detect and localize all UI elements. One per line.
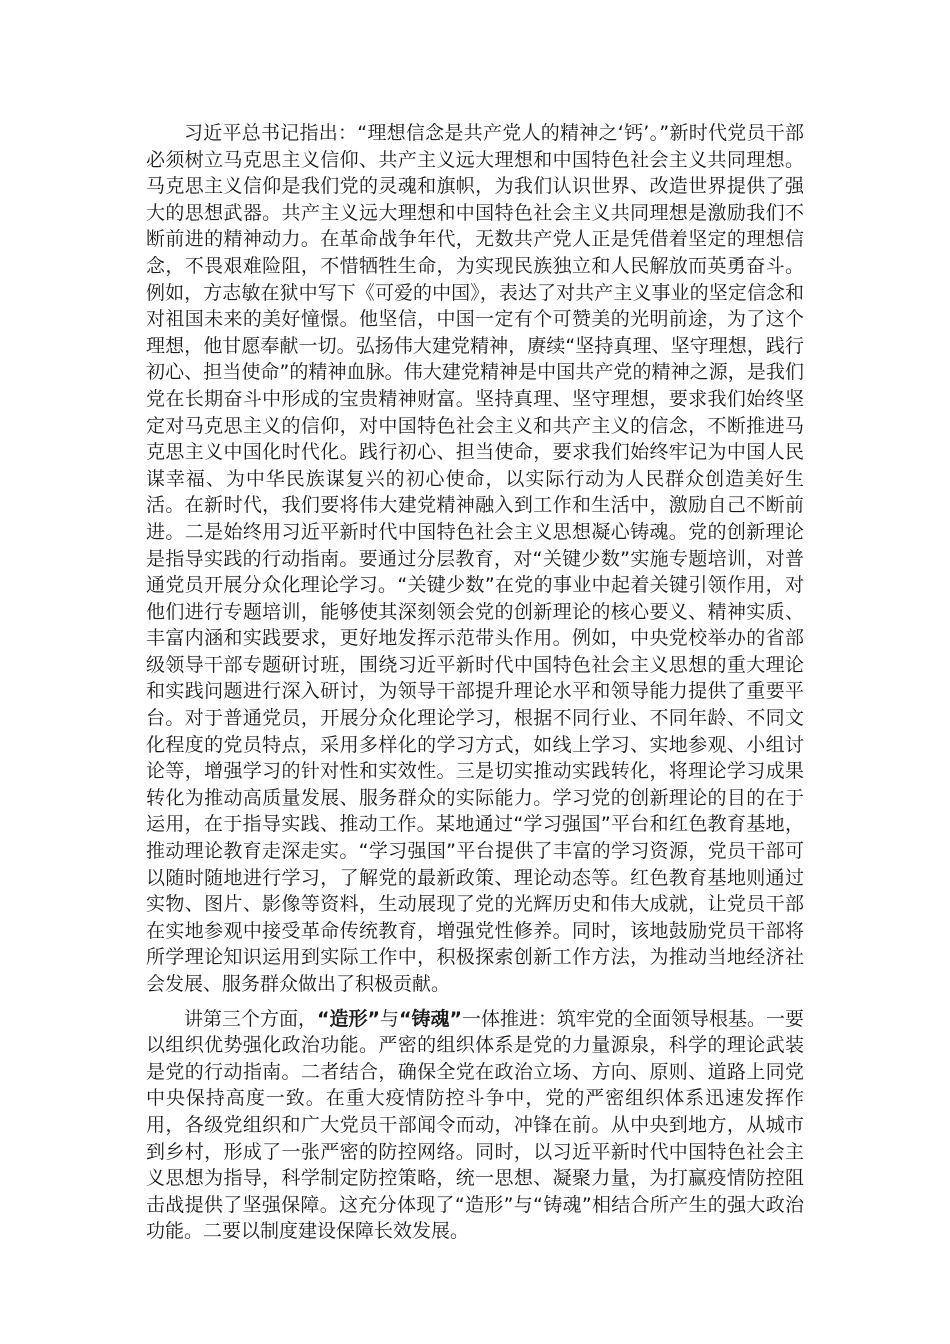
paragraph-2-bold-quote-1: “造形” — [317, 1007, 380, 1030]
paragraph-1 — [146, 120, 804, 998]
paragraph-2-bold-quote-2: “铸魂” — [399, 1007, 462, 1030]
document-page — [146, 120, 804, 1245]
paragraph-2 — [146, 1006, 804, 1245]
paragraph-2-lead: 讲第三个方面， — [184, 1007, 318, 1030]
paragraph-2-connector: 与 — [380, 1007, 400, 1030]
paragraph-2-text: 一体推进：筑牢党的全面领导根基。一要以组织优势强化政治功能。严密的组织体系是党的力量源泉，科学的理论武装是党的行动指南。二者结合，确保全党在政治立场、方向、原则、道路上同党中央保持高度一致。在重大疫情防控斗争中，党的严密组织体系迅速发挥作用，各级党组织和广大党员干部闻令而动，冲锋在前。从中央到地方，从城市到乡村，形成了一张严密的防控网络。同时，以习近平新时代中国特色社会主义思想为指导，科学制定防控策略，统一思想、凝聚力量，为打赢疫情防控阻击战提供了坚强保障。这充分体现了“造形”与“铸魂”相结合所产生的强大政治功能。二要以制度建设保障长效发展。 — [146, 1007, 805, 1243]
paragraph-1-text: 习近平总书记指出：“理想信念是共产党人的精神之‘钙’。”新时代党员干部必须树立马克思主义信仰、共产主义远大理想和中国特色社会主义共同理想。马克思主义信仰是我们党的灵魂和旗帜，为我们认识世界、改造世界提供了强大的思想武器。共产主义远大理想和中国特色社会主义共同理想是激励我们不断前进的精神动力。在革命战争年代，无数共产党人正是凭借着坚定的理想信念，不畏艰难险阻，不惜牺牲生命，为实现民族独立和人民解放而英勇奋斗。例如，方志敏在狱中写下《可爱的中国》，表达了对共产主义事业的坚定信念和对祖国未来的美好憧憬。他坚信，中国一定有个可赞美的光明前途，为了这个理想，他甘愿奉献一切。弘扬伟大建党精神，赓续“坚持真理、坚守理想，践行初心、担当使命”的精神血脉。伟大建党精神是中国共产党的精神之源，是我们党在长期奋斗中形成的宝贵精神财富。坚持真理、坚守理想，要求我们始终坚定对马克思主义的信仰，对中国特色社会主义和共产主义的信念，不断推进马克思主义中国化时代化。践行初心、担当使命，要求我们始终牢记为中国人民谋幸福、为中华民族谋复兴的初心使命，以实际行动为人民群众创造美好生活。在新时代，我们要将伟大建党精神融入到工作和生活中，激励自己不断前进。二是始终用习近平新时代中国特色社会主义思想凝心铸魂。党的创新理论是指导实践的行动指南。要通过分层教育，对“关键少数”实施专题培训，对普通党员开展分众化理论学习。“关键少数”在党的事业中起着关键引领作用，对他们进行专题培训，能够使其深刻领会党的创新理论的核心要义、精神实质、丰富内涵和实践要求，更好地发挥示范带头作用。例如，中央党校举办的省部级领导干部专题研讨班，围绕习近平新时代中国特色社会主义思想的重大理论和实践问题进行深入研讨，为领导干部提升理论水平和领导能力提供了重要平台。对于普通党员，开展分众化理论学习，根据不同行业、不同年龄、不同文化程度的党员特点，采用多样化的学习方式，如线上学习、实地参观、小组讨论等，增强学习的针对性和实效性。三是切实推动实践转化，将理论学习成果转化为推动高质量发展、服务群众的实际能力。学习党的创新理论的目的在于运用，在于指导实践、推动工作。某地通过“学习强国”平台和红色教育基地，推动理论教育走深走实。“学习强国”平台提供了丰富的学习资源，党员干部可以随时随地进行学习，了解党的最新政策、理论动态等。红色教育基地则通过实物、图片、影像等资料，生动展现了党的光辉历史和伟大成就，让党员干部在实地参观中接受革命传统教育，增强党性修养。同时，该地鼓励党员干部将所学理论知识运用到实际工作中，积极探索创新工作方法，为推动当地经济社会发展、服务群众做出了积极贡献。 — [146, 122, 804, 995]
